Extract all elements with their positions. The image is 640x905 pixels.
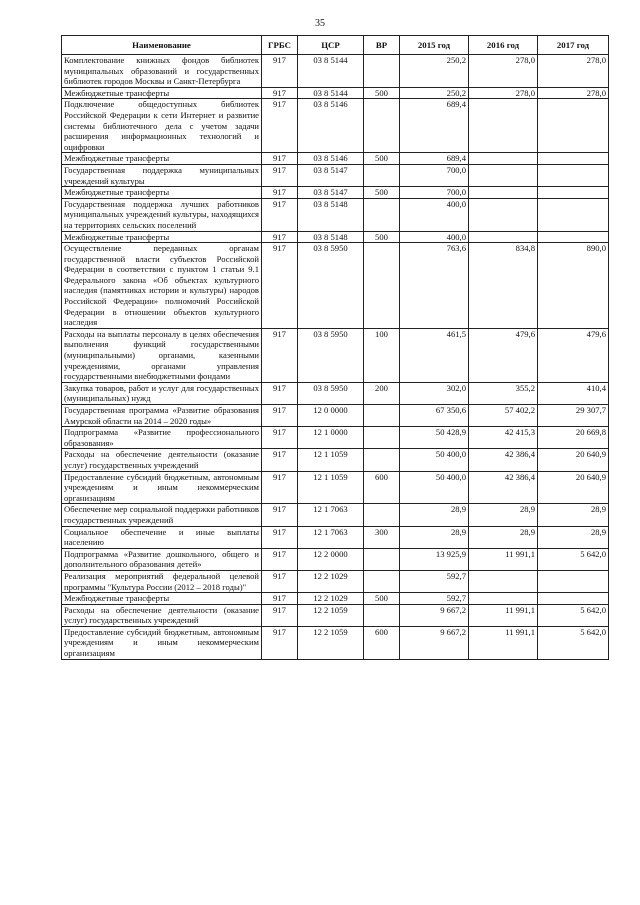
row-csr: 12 2 1029	[298, 570, 364, 592]
row-vr	[364, 243, 400, 329]
row-csr: 03 8 5144	[298, 87, 364, 99]
row-2017: 20 669,8	[538, 427, 609, 449]
row-2016	[469, 99, 538, 153]
row-2015: 50 400,0	[400, 471, 469, 504]
table-row	[62, 328, 609, 382]
table-row	[62, 231, 609, 243]
row-2017: 278,0	[538, 87, 609, 99]
row-csr: 03 8 5146	[298, 99, 364, 153]
row-vr: 100	[364, 328, 400, 382]
table-row	[62, 164, 609, 186]
row-2017: 20 640,9	[538, 449, 609, 471]
row-grbs: 917	[262, 55, 298, 88]
row-2015: 13 925,9	[400, 548, 469, 570]
row-csr: 12 1 7063	[298, 526, 364, 548]
row-name: Подпрограмма «Развитие дошкольного, общего и дополнительного образования детей»	[62, 548, 262, 570]
row-2015: 592,7	[400, 593, 469, 605]
column-header-2015: 2015 год	[400, 36, 469, 55]
row-2016	[469, 164, 538, 186]
table-row	[62, 604, 609, 626]
row-2016	[469, 187, 538, 199]
page-number: 35	[315, 18, 325, 29]
row-grbs: 917	[262, 87, 298, 99]
row-grbs: 917	[262, 231, 298, 243]
row-csr: 03 8 5147	[298, 164, 364, 186]
row-2017	[538, 99, 609, 153]
table-row	[62, 548, 609, 570]
row-vr: 500	[364, 187, 400, 199]
row-vr: 300	[364, 526, 400, 548]
row-2015: 28,9	[400, 504, 469, 526]
table-row	[62, 504, 609, 526]
row-csr: 03 8 5148	[298, 231, 364, 243]
row-2016: 42 415,3	[469, 427, 538, 449]
row-2017	[538, 164, 609, 186]
row-2017: 28,9	[538, 526, 609, 548]
row-vr	[364, 99, 400, 153]
row-csr: 03 8 5950	[298, 243, 364, 329]
row-2016: 28,9	[469, 504, 538, 526]
row-csr: 03 8 5950	[298, 382, 364, 404]
row-2017: 28,9	[538, 504, 609, 526]
row-grbs: 917	[262, 405, 298, 427]
column-header-2016: 2016 год	[469, 36, 538, 55]
table-row	[62, 526, 609, 548]
row-2017	[538, 231, 609, 243]
row-2017	[538, 593, 609, 605]
table-row	[62, 593, 609, 605]
row-2015: 28,9	[400, 526, 469, 548]
table-row	[62, 570, 609, 592]
row-csr: 03 8 5146	[298, 153, 364, 165]
row-grbs: 917	[262, 449, 298, 471]
row-csr: 03 8 5950	[298, 328, 364, 382]
row-name: Межбюджетные трансферты	[62, 187, 262, 199]
row-2016	[469, 153, 538, 165]
row-name: Осуществление переданных органам государственной власти субъектов Российской Федерации в соответствии с пунктом 1 статьи 9.1 Федерального закона «Об объектах культурного наследия (памятниках истории и культуры) народов Российской Федерации» полномочий Российской Федерации в отношении объектов культурного наследия	[62, 243, 262, 329]
row-name: Обеспечение мер социальной поддержки работников государственных учреждений	[62, 504, 262, 526]
row-grbs: 917	[262, 153, 298, 165]
row-2016: 11 991,1	[469, 604, 538, 626]
row-name: Межбюджетные трансферты	[62, 231, 262, 243]
row-2016: 479,6	[469, 328, 538, 382]
row-grbs: 917	[262, 187, 298, 199]
row-grbs: 917	[262, 164, 298, 186]
row-grbs: 917	[262, 99, 298, 153]
row-2017	[538, 198, 609, 231]
row-grbs: 917	[262, 548, 298, 570]
row-2016: 834,8	[469, 243, 538, 329]
table-row	[62, 153, 609, 165]
row-2015: 50 428,9	[400, 427, 469, 449]
row-name: Расходы на выплаты персоналу в целях обеспечения выполнения функций государственными (муниципальными) органами, казенными учреждениями, органами управления государственными внебюджетными фондами	[62, 328, 262, 382]
row-grbs: 917	[262, 604, 298, 626]
row-2017: 5 642,0	[538, 626, 609, 659]
table-row	[62, 198, 609, 231]
row-2015: 700,0	[400, 164, 469, 186]
row-name: Государственная программа «Развитие образования Амурской области на 2014 – 2020 годы»	[62, 405, 262, 427]
row-2015: 461,5	[400, 328, 469, 382]
row-name: Расходы на обеспечение деятельности (оказание услуг) государственных учреждений	[62, 604, 262, 626]
row-grbs: 917	[262, 593, 298, 605]
row-2017	[538, 153, 609, 165]
row-name: Межбюджетные трансферты	[62, 593, 262, 605]
row-name: Государственная поддержка муниципальных учреждений культуры	[62, 164, 262, 186]
table-header-row	[62, 36, 609, 55]
table-row	[62, 243, 609, 329]
row-2017: 410,4	[538, 382, 609, 404]
row-grbs: 917	[262, 328, 298, 382]
row-vr	[364, 164, 400, 186]
row-2016	[469, 593, 538, 605]
column-header-2017: 2017 год	[538, 36, 609, 55]
row-2017: 29 307,7	[538, 405, 609, 427]
row-csr: 03 8 5144	[298, 55, 364, 88]
row-csr: 12 1 1059	[298, 471, 364, 504]
row-2016: 11 991,1	[469, 548, 538, 570]
row-name: Межбюджетные трансферты	[62, 153, 262, 165]
row-vr: 500	[364, 87, 400, 99]
row-vr: 200	[364, 382, 400, 404]
table-row	[62, 55, 609, 88]
row-2017: 5 642,0	[538, 548, 609, 570]
row-2015: 689,4	[400, 99, 469, 153]
row-csr: 03 8 5148	[298, 198, 364, 231]
row-csr: 12 1 0000	[298, 427, 364, 449]
row-grbs: 917	[262, 198, 298, 231]
row-2015: 763,6	[400, 243, 469, 329]
row-2016: 278,0	[469, 87, 538, 99]
row-2016	[469, 570, 538, 592]
row-2015: 592,7	[400, 570, 469, 592]
row-grbs: 917	[262, 427, 298, 449]
row-2015: 700,0	[400, 187, 469, 199]
row-csr: 12 1 1059	[298, 449, 364, 471]
row-2015: 250,2	[400, 87, 469, 99]
row-grbs: 917	[262, 504, 298, 526]
row-csr: 12 2 1059	[298, 604, 364, 626]
row-2015: 9 667,2	[400, 626, 469, 659]
row-name: Предоставление субсидий бюджетным, автономным учреждениям и иным некоммерческим организациям	[62, 626, 262, 659]
table-row	[62, 99, 609, 153]
table-row	[62, 449, 609, 471]
budget-table	[61, 35, 609, 660]
row-2015: 400,0	[400, 198, 469, 231]
row-grbs: 917	[262, 526, 298, 548]
row-2016: 42 386,4	[469, 471, 538, 504]
row-vr	[364, 604, 400, 626]
table-row	[62, 382, 609, 404]
row-vr	[364, 427, 400, 449]
row-grbs: 917	[262, 626, 298, 659]
column-header-vr: ВР	[364, 36, 400, 55]
row-name: Межбюджетные трансферты	[62, 87, 262, 99]
row-2017	[538, 570, 609, 592]
row-name: Реализация мероприятий федеральной целевой программы "Культура России (2012 – 2018 годы)"	[62, 570, 262, 592]
row-name: Комплектование книжных фондов библиотек муниципальных образований и государственных библиотек городов Москвы и Санкт-Петербурга	[62, 55, 262, 88]
row-2016	[469, 231, 538, 243]
table-row	[62, 471, 609, 504]
row-csr: 12 2 1029	[298, 593, 364, 605]
row-2017: 479,6	[538, 328, 609, 382]
row-2015: 9 667,2	[400, 604, 469, 626]
row-vr	[364, 198, 400, 231]
row-name: Подключение общедоступных библиотек Российской Федерации к сети Интернет и развитие системы библиотечного дела с учетом задачи расширения информационных технологий и оцифровки	[62, 99, 262, 153]
row-2016: 355,2	[469, 382, 538, 404]
table-row	[62, 87, 609, 99]
row-vr	[364, 449, 400, 471]
row-2017: 890,0	[538, 243, 609, 329]
row-vr: 600	[364, 626, 400, 659]
row-name: Закупка товаров, работ и услуг для государственных (муниципальных) нужд	[62, 382, 262, 404]
row-2017	[538, 187, 609, 199]
row-grbs: 917	[262, 570, 298, 592]
row-2015: 67 350,6	[400, 405, 469, 427]
row-2016: 11 991,1	[469, 626, 538, 659]
row-grbs: 917	[262, 243, 298, 329]
table-row	[62, 187, 609, 199]
row-vr: 500	[364, 593, 400, 605]
row-name: Предоставление субсидий бюджетным, автономным учреждениям и иным некоммерческим организациям	[62, 471, 262, 504]
row-name: Социальное обеспечение и иные выплаты населению	[62, 526, 262, 548]
row-csr: 03 8 5147	[298, 187, 364, 199]
row-2016: 42 386,4	[469, 449, 538, 471]
row-2017: 5 642,0	[538, 604, 609, 626]
row-name: Расходы на обеспечение деятельности (оказание услуг) государственных учреждений	[62, 449, 262, 471]
table-row	[62, 427, 609, 449]
row-vr	[364, 570, 400, 592]
row-name: Государственная поддержка лучших работников муниципальных учреждений культуры, находящихся на территориях сельских поселений	[62, 198, 262, 231]
row-grbs: 917	[262, 471, 298, 504]
row-2015: 50 400,0	[400, 449, 469, 471]
row-2015: 689,4	[400, 153, 469, 165]
row-2016: 28,9	[469, 526, 538, 548]
column-header-name: Наименование	[62, 36, 262, 55]
table-row	[62, 405, 609, 427]
table-body	[62, 55, 609, 660]
row-vr	[364, 55, 400, 88]
column-header-grbs: ГРБС	[262, 36, 298, 55]
row-csr: 12 0 0000	[298, 405, 364, 427]
row-name: Подпрограмма «Развитие профессионального образования»	[62, 427, 262, 449]
row-2017: 278,0	[538, 55, 609, 88]
row-grbs: 917	[262, 382, 298, 404]
row-csr: 12 2 1059	[298, 626, 364, 659]
row-2016: 278,0	[469, 55, 538, 88]
row-vr	[364, 548, 400, 570]
column-header-csr: ЦСР	[298, 36, 364, 55]
row-vr: 600	[364, 471, 400, 504]
row-2017: 20 640,9	[538, 471, 609, 504]
row-2016	[469, 198, 538, 231]
row-2016: 57 402,2	[469, 405, 538, 427]
row-vr	[364, 504, 400, 526]
row-2015: 400,0	[400, 231, 469, 243]
row-vr: 500	[364, 153, 400, 165]
row-csr: 12 1 7063	[298, 504, 364, 526]
table-row	[62, 626, 609, 659]
row-csr: 12 2 0000	[298, 548, 364, 570]
row-2015: 250,2	[400, 55, 469, 88]
row-vr	[364, 405, 400, 427]
row-2015: 302,0	[400, 382, 469, 404]
row-vr: 500	[364, 231, 400, 243]
